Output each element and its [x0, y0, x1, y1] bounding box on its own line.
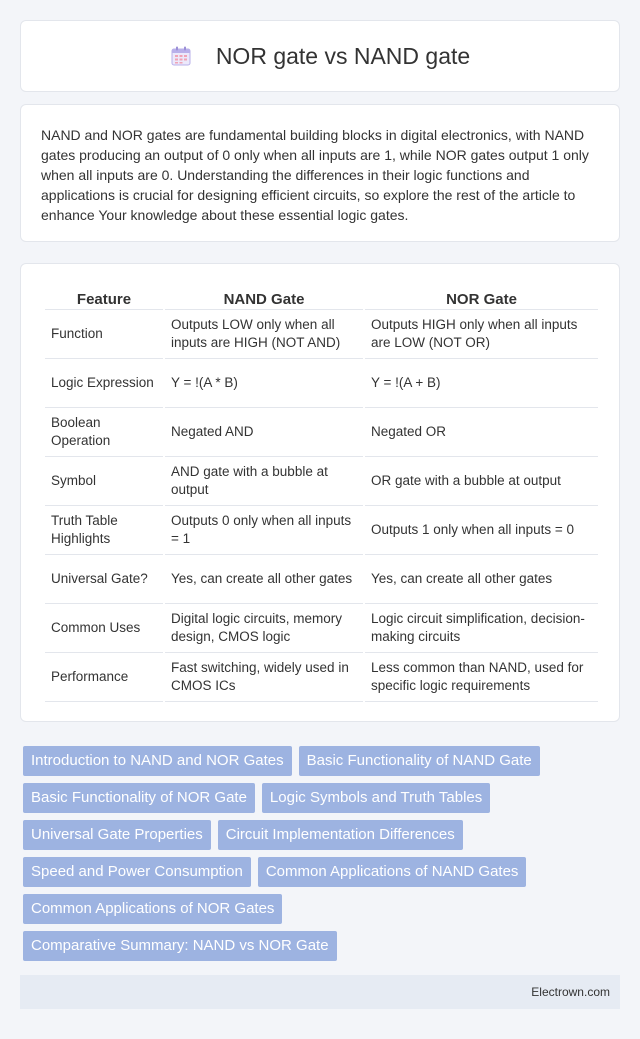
topic-tag[interactable]: Circuit Implementation Differences: [218, 820, 463, 850]
nand-cell: Outputs 0 only when all inputs = 1: [165, 506, 363, 555]
nand-cell: Outputs LOW only when all inputs are HIGH (NOT AND): [165, 310, 363, 359]
topic-tag[interactable]: Universal Gate Properties: [23, 820, 211, 850]
nand-cell: AND gate with a bubble at output: [165, 457, 363, 506]
feature-cell: Universal Gate?: [45, 555, 163, 604]
nor-cell: OR gate with a bubble at output: [365, 457, 598, 506]
topic-tag[interactable]: Logic Symbols and Truth Tables: [262, 783, 490, 813]
feature-cell: Boolean Operation: [45, 408, 163, 457]
nor-cell: Outputs HIGH only when all inputs are LOW (NOT OR): [365, 310, 598, 359]
table-row: [45, 359, 598, 408]
table-row: [45, 604, 598, 653]
topic-tag[interactable]: Basic Functionality of NAND Gate: [299, 746, 540, 776]
table-row: [45, 653, 598, 702]
nand-cell: Y = !(A * B): [165, 359, 363, 408]
feature-cell: Truth Table Highlights: [45, 506, 163, 555]
table-row: [45, 408, 598, 457]
table-row: [45, 506, 598, 555]
footer-brand[interactable]: Electrown.com: [531, 985, 610, 999]
intro-card: [20, 104, 620, 242]
nor-cell: Less common than NAND, used for specific logic requirements: [365, 653, 598, 702]
table-header-row: [45, 284, 598, 310]
nor-cell: Logic circuit simplification, decision-making circuits: [365, 604, 598, 653]
nand-cell: Yes, can create all other gates: [165, 555, 363, 604]
comparison-table-card: [20, 263, 620, 722]
table-row: [45, 310, 598, 359]
intro-text: NAND and NOR gates are fundamental building blocks in digital electronics, with NAND gates producing an output of 0 only when all inputs are 1, while NOR gates output 1 only when all inputs are 0. Understanding the differences in their logic functions and applications is crucial for designing efficient circuits, so explore the rest of the article to enhance Your knowledge about these essential logic gates.: [41, 127, 589, 223]
topic-tag[interactable]: Common Applications of NAND Gates: [258, 857, 527, 887]
topic-tag[interactable]: Speed and Power Consumption: [23, 857, 251, 887]
page-title-text: NOR gate vs NAND gate: [215, 42, 471, 69]
nand-cell: Fast switching, widely used in CMOS ICs: [165, 653, 363, 702]
topic-tags: [23, 746, 603, 968]
table-row: [45, 457, 598, 506]
topic-tag[interactable]: Basic Functionality of NOR Gate: [23, 783, 255, 813]
nor-cell: Outputs 1 only when all inputs = 0: [365, 506, 598, 555]
nor-cell: Y = !(A + B): [365, 359, 598, 408]
title-card: [20, 20, 620, 92]
feature-cell: Common Uses: [45, 604, 163, 653]
nor-cell: Yes, can create all other gates: [365, 555, 598, 604]
topic-tag[interactable]: Comparative Summary: NAND vs NOR Gate: [23, 931, 337, 961]
calendar-icon: [170, 45, 192, 67]
column-header: Feature: [45, 284, 163, 310]
nand-cell: Negated AND: [165, 408, 363, 457]
feature-cell: Performance: [45, 653, 163, 702]
feature-cell: Logic Expression: [45, 359, 163, 408]
table-row: [45, 555, 598, 604]
comparison-table: [43, 284, 600, 702]
page-title: [170, 43, 470, 70]
column-header: NAND Gate: [165, 284, 363, 310]
feature-cell: Symbol: [45, 457, 163, 506]
feature-cell: Function: [45, 310, 163, 359]
topic-tag[interactable]: Introduction to NAND and NOR Gates: [23, 746, 292, 776]
topic-tag[interactable]: Common Applications of NOR Gates: [23, 894, 282, 924]
nand-cell: Digital logic circuits, memory design, CMOS logic: [165, 604, 363, 653]
footer: [20, 975, 620, 1009]
nor-cell: Negated OR: [365, 408, 598, 457]
column-header: NOR Gate: [365, 284, 598, 310]
